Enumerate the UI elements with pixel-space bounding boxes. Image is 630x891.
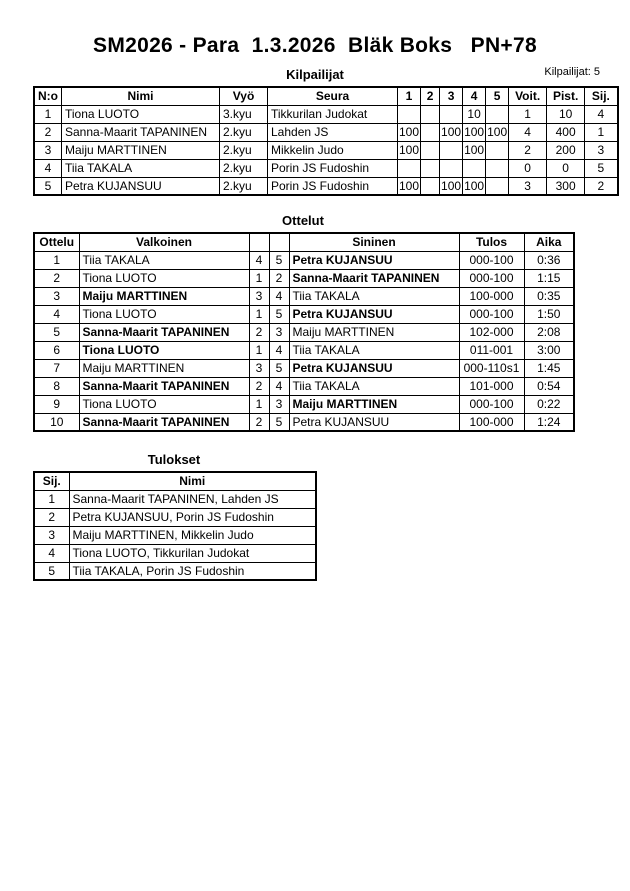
col-nimi: Nimi: [62, 87, 220, 105]
cell-blue-name: Petra KUJANSUU: [289, 251, 459, 269]
cell-score-1: 100: [399, 125, 420, 139]
cell-sij: 3: [34, 526, 69, 544]
cell-score-2: [421, 141, 440, 159]
cell-score-2: [421, 123, 440, 141]
ottelut-header-row: [34, 233, 574, 251]
cell-tulos: 000-110s1: [459, 359, 524, 377]
cell-white-name: Maiju MARTTINEN: [79, 359, 249, 377]
cell-score-3: [440, 105, 463, 123]
cell-sij: 5: [585, 159, 618, 177]
cell-no: 3: [34, 141, 62, 159]
cell-score-4: 100: [464, 125, 485, 139]
cell-aika: 3:00: [524, 341, 574, 359]
cell-sij: 5: [34, 562, 69, 580]
cell-seura: Mikkelin Judo: [268, 141, 398, 159]
cell-tulos: 100-000: [459, 413, 524, 431]
cell-blue-name: Petra KUJANSUU: [289, 359, 459, 377]
table-row: [34, 141, 618, 159]
table-row: [34, 341, 574, 359]
cell-tulos: 000-100: [459, 395, 524, 413]
cell-blue-name: Petra KUJANSUU: [289, 305, 459, 323]
cell-aika: 0:36: [524, 251, 574, 269]
cell-blue-number: 5: [269, 359, 289, 377]
table-row: [34, 269, 574, 287]
cell-seura: Tikkurilan Judokat: [268, 105, 398, 123]
kilpailijat-header-row: [34, 87, 618, 105]
cell-white-number: 3: [249, 287, 269, 305]
cell-no: 4: [34, 159, 62, 177]
tulokset-header-row: [34, 472, 316, 490]
cell-score-1: 100: [399, 143, 420, 157]
kilpailijat-heading: Kilpailijat: [286, 67, 344, 82]
cell-white-number: 2: [249, 377, 269, 395]
cell-vyo: 3.kyu: [220, 105, 268, 123]
participants-count: Kilpailijat: 5: [544, 66, 600, 78]
cell-nimi: Petra KUJANSUU, Porin JS Fudoshin: [69, 508, 316, 526]
table-row: [34, 305, 574, 323]
cell-aika: 1:15: [524, 269, 574, 287]
cell-blue-number: 3: [269, 323, 289, 341]
col-sij: Sij.: [585, 87, 618, 105]
cell-score-3: 100: [440, 177, 463, 195]
cell-nimi: Petra KUJANSUU: [62, 177, 220, 195]
cell-blue-name: Sanna-Maarit TAPANINEN: [289, 269, 459, 287]
cell-match-no: 10: [34, 413, 79, 431]
cell-aika: 0:54: [524, 377, 574, 395]
cell-white-number: 3: [249, 359, 269, 377]
cell-match-no: 8: [34, 377, 79, 395]
cell-pist: 200: [547, 141, 585, 159]
cell-sij: 1: [585, 123, 618, 141]
cell-blue-name: Tiia TAKALA: [289, 341, 459, 359]
cell-white-name: Tiona LUOTO: [79, 269, 249, 287]
cell-score-3: [440, 159, 463, 177]
cell-blue-number: 4: [269, 377, 289, 395]
page-title: SM2026 - Para 1.3.2026 Bläk Boks PN+78: [93, 34, 537, 57]
cell-white-name: Sanna-Maarit TAPANINEN: [79, 323, 249, 341]
table-row: [34, 490, 316, 508]
table-row: [34, 413, 574, 431]
col-voit: Voit.: [509, 87, 547, 105]
table-row: [34, 377, 574, 395]
col-3: 3: [440, 87, 463, 105]
cell-pist: 300: [547, 177, 585, 195]
cell-nimi: Tiia TAKALA, Porin JS Fudoshin: [69, 562, 316, 580]
cell-voit: 1: [509, 105, 547, 123]
cell-vyo: 2.kyu: [220, 141, 268, 159]
table-row: [34, 544, 316, 562]
cell-score-1: [398, 105, 421, 123]
table-row: [34, 177, 618, 195]
cell-aika: 1:50: [524, 305, 574, 323]
cell-score-2: [421, 177, 440, 195]
cell-nimi: Tiia TAKALA: [62, 159, 220, 177]
cell-sij: 3: [585, 141, 618, 159]
cell-pist: 400: [547, 123, 585, 141]
cell-sij: 2: [34, 508, 69, 526]
cell-tulos: 000-100: [459, 305, 524, 323]
cell-sij: 4: [34, 544, 69, 562]
cell-nimi: Maiju MARTTINEN, Mikkelin Judo: [69, 526, 316, 544]
cell-score-1: 100: [398, 177, 421, 195]
table-row: [34, 508, 316, 526]
cell-score-5: [486, 177, 509, 195]
tulokset-table: [33, 471, 317, 581]
kilpailijat-table: [33, 86, 619, 196]
cell-match-no: 9: [34, 395, 79, 413]
cell-blue-number: 5: [269, 305, 289, 323]
cell-seura: Porin JS Fudoshin: [268, 159, 398, 177]
col-ottelu: Ottelu: [34, 233, 79, 251]
col-sij: Sij.: [34, 472, 69, 490]
cell-nimi: Tiona LUOTO, Tikkurilan Judokat: [69, 544, 316, 562]
cell-match-no: 3: [34, 287, 79, 305]
cell-sij: 2: [585, 177, 618, 195]
cell-voit: 2: [509, 141, 547, 159]
cell-score-3: 100: [441, 125, 462, 139]
cell-vyo: 2.kyu: [220, 159, 268, 177]
cell-score-3: [440, 141, 463, 159]
ottelut-table: [33, 232, 575, 432]
cell-voit: 3: [509, 177, 547, 195]
cell-score-4: 10: [463, 105, 486, 123]
cell-aika: 1:45: [524, 359, 574, 377]
col-5: 5: [486, 87, 509, 105]
cell-blue-name: Maiju MARTTINEN: [289, 323, 459, 341]
cell-tulos: 101-000: [459, 377, 524, 395]
cell-match-no: 5: [34, 323, 79, 341]
cell-score-5: [486, 141, 509, 159]
cell-match-no: 4: [34, 305, 79, 323]
cell-sij: 1: [34, 490, 69, 508]
cell-white-name: Maiju MARTTINEN: [79, 287, 249, 305]
cell-white-number: 1: [249, 305, 269, 323]
cell-score-2: [421, 105, 440, 123]
cell-no: 5: [34, 177, 62, 195]
col-blue-number: [269, 233, 289, 251]
cell-pist: 0: [547, 159, 585, 177]
col-1: 1: [398, 87, 421, 105]
cell-white-number: 2: [249, 413, 269, 431]
cell-score-1: [398, 159, 421, 177]
table-row: [34, 105, 618, 123]
cell-blue-name: Petra KUJANSUU: [289, 413, 459, 431]
cell-no: 1: [34, 105, 62, 123]
cell-white-name: Tiona LUOTO: [79, 341, 249, 359]
cell-match-no: 2: [34, 269, 79, 287]
cell-match-no: 7: [34, 359, 79, 377]
cell-blue-number: 4: [269, 287, 289, 305]
cell-score-4: [463, 159, 486, 177]
tulokset-heading: Tulokset: [147, 452, 201, 467]
cell-seura: Porin JS Fudoshin: [268, 177, 398, 195]
cell-nimi: Maiju MARTTINEN: [62, 141, 220, 159]
cell-tulos: 100-000: [459, 287, 524, 305]
cell-nimi: Tiona LUOTO: [62, 105, 220, 123]
table-row: [34, 526, 316, 544]
table-row: [34, 287, 574, 305]
cell-blue-number: 2: [269, 269, 289, 287]
cell-score-4: 100: [464, 143, 485, 157]
cell-blue-number: 4: [269, 341, 289, 359]
cell-aika: 0:35: [524, 287, 574, 305]
col-tulos: Tulos: [459, 233, 524, 251]
cell-white-name: Tiona LUOTO: [79, 305, 249, 323]
cell-pist: 10: [547, 105, 585, 123]
table-row: [34, 123, 618, 141]
cell-voit: 0: [509, 159, 547, 177]
cell-blue-name: Maiju MARTTINEN: [289, 395, 459, 413]
col-no: N:o: [34, 87, 62, 105]
col-pist: Pist.: [547, 87, 585, 105]
cell-blue-number: 5: [269, 413, 289, 431]
table-row: [34, 323, 574, 341]
cell-score-5: 100: [487, 125, 508, 139]
col-sininen: Sininen: [289, 233, 459, 251]
cell-aika: 0:22: [524, 395, 574, 413]
cell-white-name: Tiona LUOTO: [79, 395, 249, 413]
cell-tulos: 000-100: [459, 269, 524, 287]
cell-aika: 1:24: [524, 413, 574, 431]
cell-tulos: 000-100: [459, 251, 524, 269]
cell-vyo: 2.kyu: [220, 123, 268, 141]
table-row: [34, 562, 316, 580]
cell-white-number: 1: [249, 395, 269, 413]
cell-nimi: Sanna-Maarit TAPANINEN: [62, 123, 220, 141]
cell-aika: 2:08: [524, 323, 574, 341]
cell-match-no: 1: [34, 251, 79, 269]
col-aika: Aika: [524, 233, 574, 251]
table-row: [34, 251, 574, 269]
cell-white-number: 2: [249, 323, 269, 341]
table-row: [34, 159, 618, 177]
cell-tulos: 011-001: [459, 341, 524, 359]
table-row: [34, 395, 574, 413]
cell-white-number: 1: [249, 269, 269, 287]
cell-sij: 4: [585, 105, 618, 123]
cell-score-5: [486, 159, 509, 177]
col-2: 2: [421, 87, 440, 105]
col-white-number: [249, 233, 269, 251]
col-nimi: Nimi: [69, 472, 316, 490]
cell-voit: 4: [509, 123, 547, 141]
cell-tulos: 102-000: [459, 323, 524, 341]
cell-white-name: Tiia TAKALA: [79, 251, 249, 269]
col-seura: Seura: [268, 87, 398, 105]
cell-blue-number: 5: [269, 251, 289, 269]
cell-score-4: 100: [463, 177, 486, 195]
cell-blue-number: 3: [269, 395, 289, 413]
col-vyo: Vyö: [220, 87, 268, 105]
col-4: 4: [463, 87, 486, 105]
cell-match-no: 6: [34, 341, 79, 359]
cell-white-number: 1: [249, 341, 269, 359]
cell-vyo: 2.kyu: [220, 177, 268, 195]
table-row: [34, 359, 574, 377]
cell-score-5: [486, 105, 509, 123]
cell-white-name: Sanna-Maarit TAPANINEN: [79, 377, 249, 395]
cell-white-name: Sanna-Maarit TAPANINEN: [79, 413, 249, 431]
cell-white-number: 4: [249, 251, 269, 269]
cell-blue-name: Tiia TAKALA: [289, 377, 459, 395]
cell-seura: Lahden JS: [268, 123, 398, 141]
ottelut-heading: Ottelut: [282, 213, 324, 228]
cell-nimi: Sanna-Maarit TAPANINEN, Lahden JS: [69, 490, 316, 508]
cell-score-2: [421, 159, 440, 177]
cell-blue-name: Tiia TAKALA: [289, 287, 459, 305]
col-valkoinen: Valkoinen: [79, 233, 249, 251]
cell-no: 2: [34, 123, 62, 141]
